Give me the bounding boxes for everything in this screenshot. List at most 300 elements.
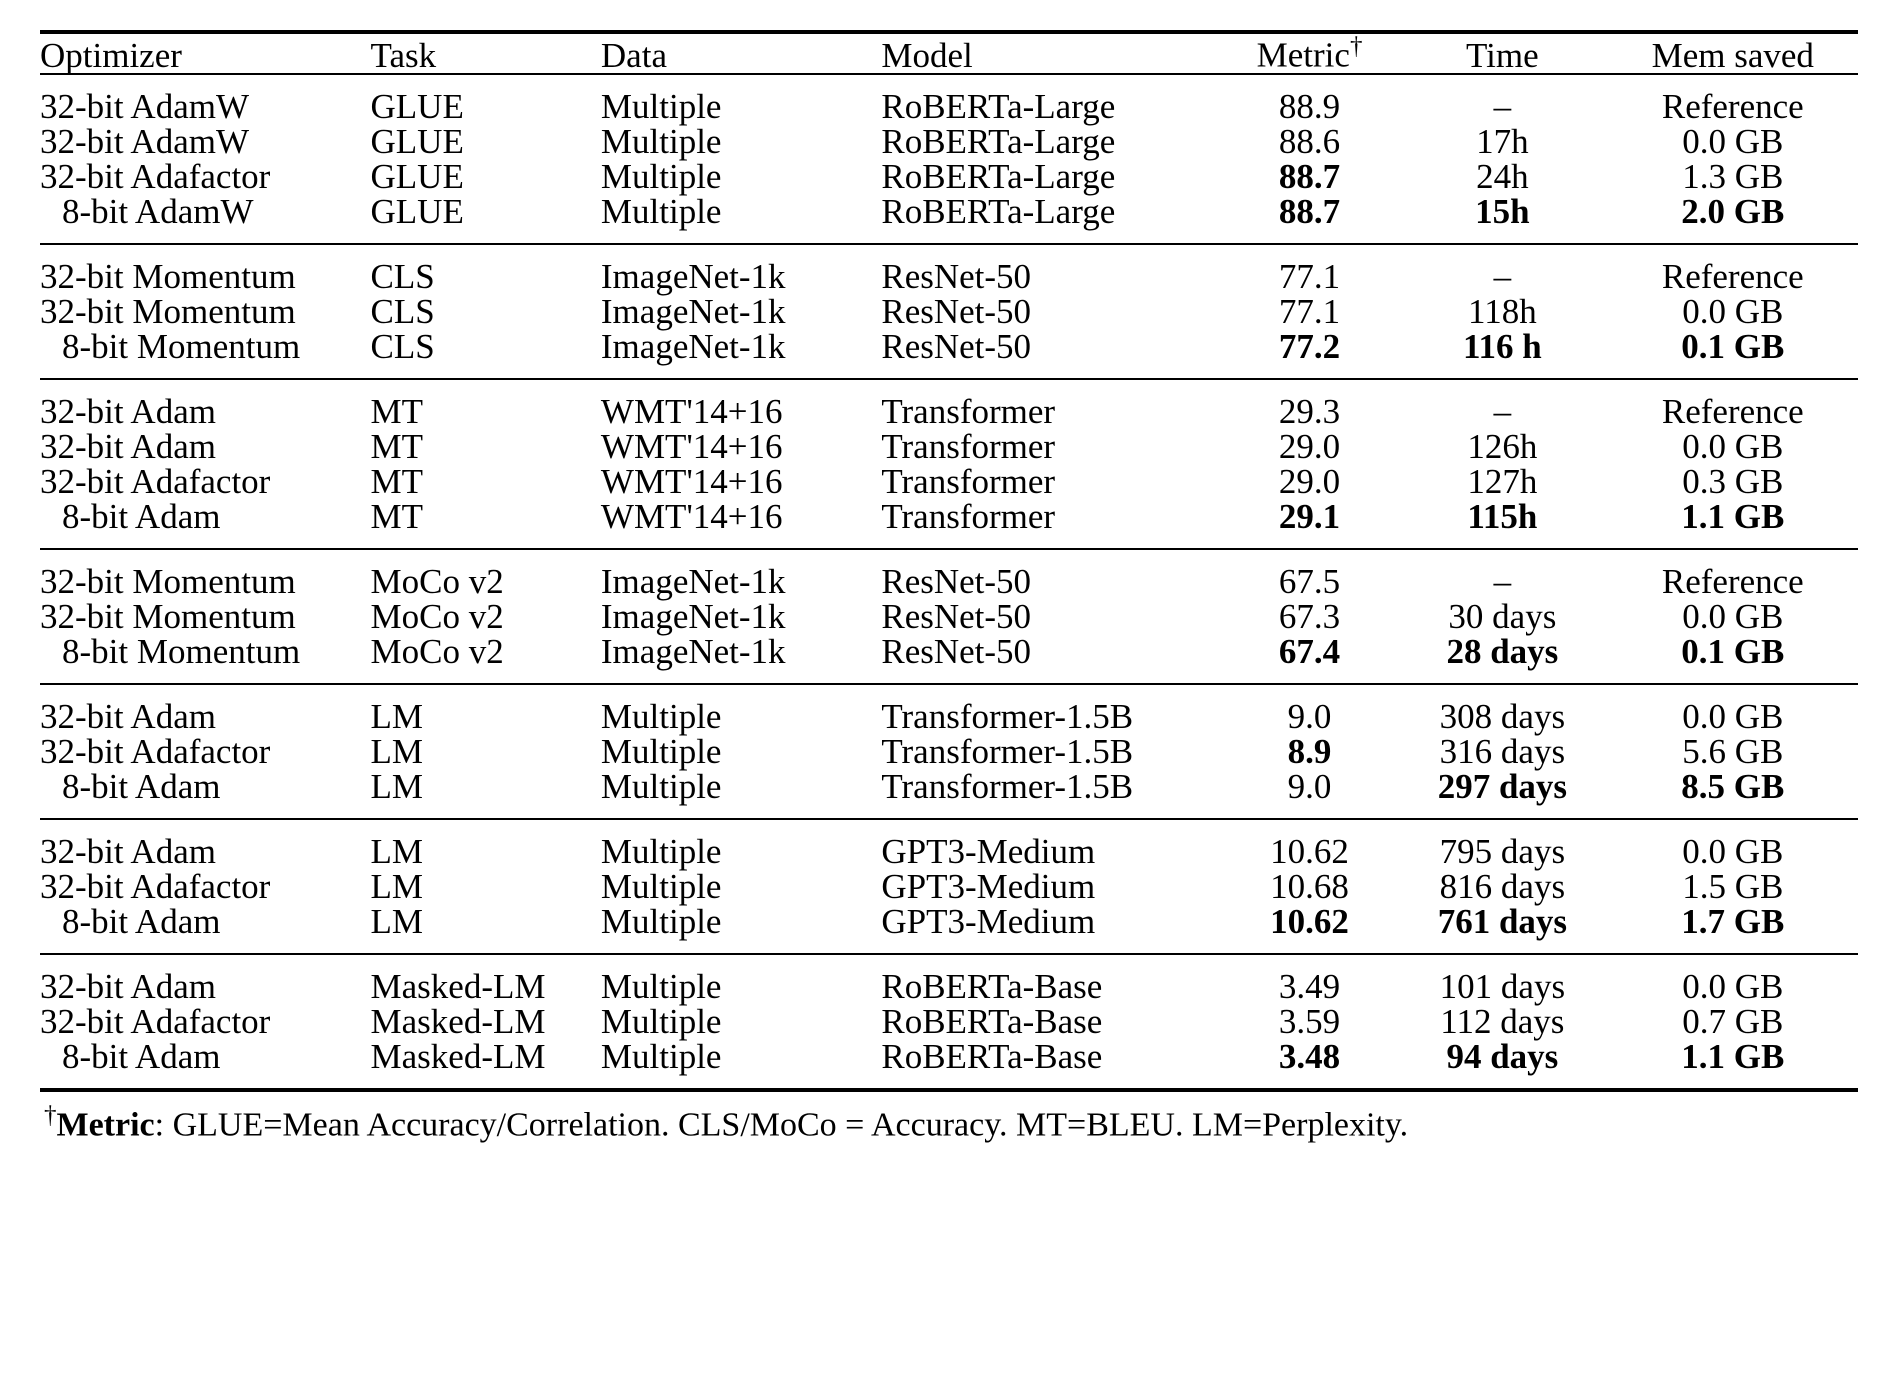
- cell-metric: [1222, 496, 1397, 549]
- cell-model-value: RoBERTa-Base: [881, 1036, 1103, 1076]
- cell-optimizer: [40, 731, 371, 771]
- cell-task-value: MT: [370, 426, 424, 466]
- cell-optimizer-value: 32-bit Adam: [40, 391, 216, 431]
- cell-data-value: ImageNet-1k: [600, 291, 786, 331]
- cell-task-value: GLUE: [370, 86, 464, 126]
- cell-data: [600, 766, 881, 819]
- cell-data: [600, 121, 881, 161]
- cell-task: [370, 596, 601, 636]
- cell-task-value: MoCo v2: [370, 596, 504, 636]
- cell-optimizer: [40, 596, 371, 636]
- cell-mem-saved-value: 0.1 GB: [1681, 631, 1785, 671]
- cell-model: [881, 191, 1222, 244]
- cell-mem-saved-value: 1.7 GB: [1681, 901, 1785, 941]
- cell-task-value: MoCo v2: [370, 631, 504, 671]
- cell-mem-saved-value: 0.7 GB: [1682, 1001, 1784, 1041]
- cell-mem-saved: [1608, 326, 1858, 379]
- cell-task: [371, 549, 601, 599]
- cell-mem-saved-value: Reference: [1661, 391, 1804, 431]
- cell-time: [1397, 156, 1607, 196]
- cell-metric: [1222, 731, 1397, 771]
- cell-time: [1397, 684, 1607, 734]
- cell-model-value: ResNet-50: [881, 631, 1032, 671]
- cell-optimizer-value: 32-bit Adam: [40, 831, 216, 871]
- cell-metric: [1222, 426, 1397, 466]
- cell-task: [370, 631, 601, 684]
- cell-mem-saved: [1608, 1036, 1858, 1090]
- cell-task: [371, 684, 601, 734]
- cell-mem-saved: [1608, 291, 1858, 331]
- cell-model-value: RoBERTa-Large: [881, 121, 1116, 161]
- cell-model: [881, 819, 1222, 869]
- cell-optimizer: [40, 156, 371, 196]
- cell-metric-value: 77.1: [1278, 256, 1341, 296]
- cell-data: [600, 291, 881, 331]
- table-row: [40, 549, 1858, 599]
- cell-time: [1397, 74, 1607, 124]
- cell-time: [1397, 549, 1607, 599]
- cell-metric: [1222, 766, 1397, 819]
- table-header: [40, 32, 1858, 74]
- cell-time: [1397, 291, 1607, 331]
- cell-task-value: Masked-LM: [370, 1001, 546, 1041]
- table-body: [40, 74, 1858, 1090]
- table-row: [40, 904, 1858, 954]
- cell-mem-saved: [1608, 766, 1858, 819]
- cell-task-value: MT: [370, 496, 424, 536]
- table-row: [40, 634, 1858, 684]
- table-row: [40, 684, 1858, 734]
- cell-time: [1397, 191, 1607, 244]
- cell-model-value: Transformer-1.5B: [881, 731, 1134, 771]
- cell-model: [881, 121, 1222, 161]
- cell-optimizer-value: 32-bit Adafactor: [40, 866, 271, 906]
- cell-metric-value: 3.49: [1278, 966, 1341, 1006]
- cell-data: [601, 74, 881, 124]
- cell-time: [1397, 496, 1607, 549]
- cell-mem-saved: [1608, 731, 1858, 771]
- column-header-optimizer: Optimizer: [40, 32, 371, 74]
- cell-model: [881, 596, 1222, 636]
- cell-time-value: 116 h: [1462, 326, 1542, 366]
- cell-mem-saved: [1608, 379, 1858, 429]
- column-header-time: Time: [1397, 32, 1607, 74]
- cell-data: [600, 461, 881, 501]
- cell-model: [881, 461, 1222, 501]
- cell-time-value: 127h: [1467, 461, 1538, 501]
- cell-optimizer: [40, 291, 371, 331]
- cell-model: [881, 291, 1222, 331]
- cell-optimizer: [40, 1001, 371, 1041]
- cell-data-value: Multiple: [600, 121, 722, 161]
- cell-mem-saved-value: 0.0 GB: [1682, 121, 1784, 161]
- cell-data: [600, 631, 881, 684]
- cell-mem-saved: [1608, 684, 1858, 734]
- cell-metric-value: 29.0: [1278, 426, 1341, 466]
- cell-model-value: GPT3-Medium: [881, 901, 1096, 941]
- cell-metric-value: 29.1: [1278, 496, 1341, 536]
- table-row: [40, 429, 1858, 464]
- cell-optimizer: [40, 244, 371, 294]
- cell-task: [370, 326, 601, 379]
- cell-task: [371, 74, 601, 124]
- cell-time: [1397, 954, 1607, 1004]
- cell-data-value: Multiple: [600, 831, 722, 871]
- cell-time-value: 316 days: [1439, 731, 1566, 771]
- cell-model-value: Transformer-1.5B: [881, 766, 1134, 806]
- cell-time-value: 24h: [1476, 156, 1529, 196]
- cell-mem-saved-value: 0.0 GB: [1682, 696, 1784, 736]
- table-row: [40, 329, 1858, 379]
- cell-data-value: ImageNet-1k: [600, 561, 786, 601]
- cell-metric: [1222, 954, 1397, 1004]
- table-row: [40, 379, 1858, 429]
- cell-optimizer: [40, 549, 371, 599]
- cell-task: [371, 954, 601, 1004]
- table-row: [40, 194, 1858, 244]
- cell-time: [1397, 731, 1607, 771]
- cell-optimizer: [40, 379, 371, 429]
- cell-metric: [1222, 684, 1397, 734]
- cell-mem-saved: [1608, 74, 1858, 124]
- table-row: [40, 1004, 1858, 1039]
- cell-model: [881, 379, 1222, 429]
- cell-model: [881, 766, 1222, 819]
- cell-time-value: 28 days: [1446, 631, 1559, 671]
- cell-model: [881, 901, 1222, 954]
- cell-optimizer-value: 32-bit AdamW: [40, 121, 249, 161]
- cell-model-value: ResNet-50: [881, 326, 1032, 366]
- cell-model: [881, 731, 1222, 771]
- cell-metric: [1222, 74, 1397, 124]
- cell-task: [370, 191, 601, 244]
- cell-optimizer-value: 32-bit Adafactor: [40, 461, 271, 501]
- cell-task: [371, 819, 601, 869]
- cell-mem-saved-value: Reference: [1661, 561, 1804, 601]
- cell-mem-saved-value: 0.0 GB: [1682, 596, 1784, 636]
- cell-data-value: Multiple: [600, 1001, 722, 1041]
- cell-optimizer-value: 8-bit Adam: [62, 766, 221, 806]
- cell-task-value: GLUE: [370, 121, 464, 161]
- cell-optimizer-value: 32-bit Momentum: [40, 291, 296, 331]
- cell-data: [601, 549, 881, 599]
- cell-time-value: 115h: [1467, 496, 1538, 536]
- table-row: [40, 124, 1858, 159]
- cell-optimizer: [40, 684, 371, 734]
- cell-data-value: ImageNet-1k: [600, 326, 786, 366]
- cell-mem-saved-value: 0.0 GB: [1682, 426, 1784, 466]
- cell-task-value: MT: [370, 461, 424, 501]
- cell-metric-value: 88.6: [1278, 121, 1341, 161]
- cell-metric-value: 29.3: [1278, 391, 1341, 431]
- cell-time-value: 101 days: [1439, 966, 1566, 1006]
- cell-time-value: 94 days: [1446, 1036, 1559, 1076]
- cell-optimizer-value: 32-bit Momentum: [40, 256, 296, 296]
- cell-data-value: Multiple: [600, 156, 722, 196]
- cell-mem-saved-value: 1.1 GB: [1681, 496, 1785, 536]
- cell-mem-saved-value: 0.3 GB: [1682, 461, 1784, 501]
- cell-optimizer-value: 32-bit AdamW: [40, 86, 249, 126]
- cell-time: [1397, 244, 1607, 294]
- cell-metric: [1222, 631, 1397, 684]
- cell-model-value: Transformer-1.5B: [881, 696, 1134, 736]
- cell-model-value: RoBERTa-Large: [881, 86, 1116, 126]
- cell-optimizer-value: 32-bit Adam: [40, 696, 216, 736]
- cell-model-value: GPT3-Medium: [881, 831, 1096, 871]
- cell-time: [1397, 766, 1607, 819]
- cell-model-value: RoBERTa-Base: [881, 966, 1103, 1006]
- cell-optimizer-value: 8-bit Adam: [62, 496, 221, 536]
- cell-mem-saved: [1608, 866, 1858, 906]
- cell-mem-saved-value: Reference: [1661, 86, 1804, 126]
- cell-metric: [1222, 461, 1397, 501]
- table-row: [40, 499, 1858, 549]
- cell-metric: [1222, 901, 1397, 954]
- column-header-data: Data: [601, 32, 881, 74]
- footnote-text: : GLUE=Mean Accuracy/Correlation. CLS/MoCo = Accuracy. MT=BLEU. LM=Perplexity.: [154, 1105, 1409, 1143]
- cell-optimizer-value: 32-bit Adafactor: [40, 731, 271, 771]
- cell-mem-saved-value: 2.0 GB: [1681, 191, 1785, 231]
- cell-optimizer-value: 8-bit Momentum: [62, 631, 301, 671]
- cell-optimizer-value: 32-bit Adam: [40, 426, 216, 466]
- cell-time-value: –: [1493, 561, 1512, 601]
- table-row: [40, 869, 1858, 904]
- cell-task-value: Masked-LM: [370, 1036, 546, 1076]
- cell-model: [881, 496, 1222, 549]
- cell-model-value: Transformer: [881, 391, 1056, 431]
- cell-task-value: CLS: [370, 326, 435, 366]
- cell-mem-saved: [1608, 244, 1858, 294]
- cell-mem-saved-value: 8.5 GB: [1681, 766, 1785, 806]
- cell-time: [1397, 326, 1607, 379]
- cell-optimizer: [40, 1036, 371, 1090]
- header-row: [40, 32, 1858, 74]
- cell-optimizer: [40, 121, 371, 161]
- cell-data: [600, 731, 881, 771]
- column-header-metric: [1222, 32, 1397, 74]
- column-header-metric-label: Metric: [1256, 35, 1350, 75]
- cell-metric: [1222, 549, 1397, 599]
- cell-optimizer-value: 32-bit Momentum: [40, 561, 296, 601]
- cell-mem-saved: [1608, 461, 1858, 501]
- cell-model-value: RoBERTa-Large: [881, 156, 1116, 196]
- cell-optimizer-value: 8-bit Momentum: [62, 326, 301, 366]
- cell-model: [881, 684, 1222, 734]
- cell-data-value: Multiple: [600, 86, 722, 126]
- cell-data: [600, 496, 881, 549]
- cell-optimizer: [40, 631, 371, 684]
- cell-mem-saved-value: 1.5 GB: [1682, 866, 1784, 906]
- cell-time-value: 15h: [1475, 191, 1530, 231]
- cell-data: [601, 819, 881, 869]
- cell-mem-saved: [1608, 901, 1858, 954]
- cell-data-value: Multiple: [600, 191, 722, 231]
- column-header-mem-saved: Mem saved: [1608, 32, 1858, 74]
- cell-time-value: 816 days: [1439, 866, 1566, 906]
- cell-task-value: GLUE: [370, 156, 464, 196]
- cell-data: [600, 866, 881, 906]
- cell-task-value: GLUE: [370, 191, 464, 231]
- cell-metric-value: 67.5: [1278, 561, 1341, 601]
- cell-mem-saved-value: 5.6 GB: [1682, 731, 1784, 771]
- cell-time-value: 118h: [1468, 291, 1537, 331]
- cell-data-value: ImageNet-1k: [600, 256, 786, 296]
- table-row: [40, 734, 1858, 769]
- cell-optimizer-value: 8-bit Adam: [62, 1036, 221, 1076]
- cell-optimizer-value: 32-bit Adafactor: [40, 1001, 271, 1041]
- cell-optimizer-value: 32-bit Adam: [40, 966, 216, 1006]
- table-row: [40, 294, 1858, 329]
- cell-task-value: LM: [370, 901, 424, 941]
- cell-metric-value: 10.62: [1270, 831, 1349, 871]
- cell-time-value: 795 days: [1439, 831, 1566, 871]
- cell-optimizer: [40, 326, 371, 379]
- cell-task-value: MT: [370, 391, 424, 431]
- cell-metric: [1222, 1036, 1397, 1090]
- cell-metric-value: 9.0: [1287, 696, 1332, 736]
- cell-metric: [1222, 596, 1397, 636]
- cell-task: [371, 244, 601, 294]
- cell-data-value: Multiple: [600, 1036, 722, 1076]
- cell-metric: [1222, 121, 1397, 161]
- cell-mem-saved: [1608, 121, 1858, 161]
- cell-data: [601, 684, 881, 734]
- cell-task: [370, 156, 601, 196]
- cell-time-value: 761 days: [1437, 901, 1568, 941]
- cell-time: [1397, 631, 1607, 684]
- table-footnote: [40, 1102, 1858, 1144]
- cell-task: [370, 121, 601, 161]
- cell-time-value: 30 days: [1448, 596, 1557, 636]
- table-row: [40, 464, 1858, 499]
- cell-data-value: WMT'14+16: [600, 391, 783, 431]
- cell-metric-value: 3.59: [1278, 1001, 1341, 1041]
- cell-time-value: 308 days: [1439, 696, 1566, 736]
- cell-model: [881, 156, 1222, 196]
- column-header-model: Model: [881, 32, 1222, 74]
- cell-metric-value: 67.3: [1278, 596, 1341, 636]
- cell-model-value: ResNet-50: [881, 561, 1032, 601]
- cell-metric-value: 77.2: [1278, 326, 1341, 366]
- cell-mem-saved: [1608, 191, 1858, 244]
- cell-data-value: Multiple: [600, 731, 722, 771]
- cell-metric-value: 29.0: [1278, 461, 1341, 501]
- cell-data: [601, 244, 881, 294]
- cell-mem-saved-value: 1.1 GB: [1681, 1036, 1785, 1076]
- cell-data: [600, 326, 881, 379]
- table-row: [40, 954, 1858, 1004]
- cell-data: [600, 596, 881, 636]
- cell-optimizer: [40, 191, 371, 244]
- cell-task-value: Masked-LM: [370, 966, 546, 1006]
- cell-metric: [1222, 156, 1397, 196]
- cell-optimizer: [40, 866, 371, 906]
- cell-metric-value: 88.9: [1278, 86, 1341, 126]
- cell-optimizer: [40, 819, 371, 869]
- cell-mem-saved: [1608, 426, 1858, 466]
- cell-mem-saved: [1608, 819, 1858, 869]
- cell-time: [1397, 461, 1607, 501]
- cell-mem-saved: [1608, 496, 1858, 549]
- cell-model-value: RoBERTa-Large: [881, 191, 1116, 231]
- cell-data-value: WMT'14+16: [600, 426, 783, 466]
- cell-task: [371, 379, 601, 429]
- cell-mem-saved: [1608, 596, 1858, 636]
- cell-optimizer: [40, 496, 371, 549]
- cell-mem-saved: [1608, 156, 1858, 196]
- dagger-icon: †: [1349, 33, 1363, 60]
- cell-mem-saved: [1608, 954, 1858, 1004]
- cell-data: [600, 901, 881, 954]
- cell-task: [370, 291, 601, 331]
- cell-time: [1397, 426, 1607, 466]
- cell-time: [1397, 901, 1607, 954]
- cell-mem-saved-value: 0.0 GB: [1682, 831, 1784, 871]
- cell-mem-saved: [1608, 549, 1858, 599]
- table-row: [40, 74, 1858, 124]
- cell-model-value: ResNet-50: [881, 291, 1032, 331]
- cell-metric: [1222, 326, 1397, 379]
- cell-metric-value: 88.7: [1278, 191, 1341, 231]
- cell-model: [881, 1001, 1222, 1041]
- cell-data: [600, 426, 881, 466]
- cell-data-value: ImageNet-1k: [600, 631, 786, 671]
- footnote-dagger-icon: †: [44, 1101, 57, 1129]
- cell-time: [1397, 866, 1607, 906]
- cell-optimizer: [40, 901, 371, 954]
- cell-task-value: LM: [370, 766, 424, 806]
- cell-task-value: LM: [370, 831, 424, 871]
- cell-model: [881, 549, 1222, 599]
- cell-optimizer-value: 32-bit Momentum: [40, 596, 296, 636]
- cell-optimizer: [40, 74, 371, 124]
- cell-mem-saved-value: Reference: [1661, 256, 1804, 296]
- cell-data-value: WMT'14+16: [600, 496, 783, 536]
- cell-task-value: CLS: [370, 291, 435, 331]
- cell-metric-value: 67.4: [1278, 631, 1341, 671]
- cell-task: [370, 1001, 601, 1041]
- cell-metric-value: 88.7: [1278, 156, 1341, 196]
- cell-data-value: Multiple: [600, 966, 722, 1006]
- table-row: [40, 599, 1858, 634]
- cell-metric: [1222, 244, 1397, 294]
- cell-model-value: ResNet-50: [881, 596, 1032, 636]
- cell-metric: [1222, 191, 1397, 244]
- cell-metric-value: 9.0: [1287, 766, 1332, 806]
- cell-mem-saved-value: 1.3 GB: [1682, 156, 1784, 196]
- cell-metric: [1222, 1001, 1397, 1041]
- cell-metric: [1222, 819, 1397, 869]
- cell-task: [370, 731, 601, 771]
- cell-time: [1397, 596, 1607, 636]
- cell-time-value: –: [1493, 256, 1512, 296]
- cell-model: [881, 326, 1222, 379]
- column-header-task: Task: [371, 32, 601, 74]
- cell-data-value: ImageNet-1k: [600, 596, 786, 636]
- cell-task: [370, 426, 601, 466]
- cell-time: [1397, 1001, 1607, 1041]
- cell-time-value: 126h: [1467, 426, 1538, 466]
- cell-optimizer: [40, 426, 371, 466]
- cell-data-value: Multiple: [600, 901, 722, 941]
- cell-model: [881, 631, 1222, 684]
- cell-time-value: –: [1493, 391, 1512, 431]
- cell-mem-saved: [1608, 631, 1858, 684]
- cell-optimizer: [40, 954, 371, 1004]
- cell-model-value: ResNet-50: [881, 256, 1032, 296]
- cell-task: [370, 766, 601, 819]
- cell-model-value: GPT3-Medium: [881, 866, 1096, 906]
